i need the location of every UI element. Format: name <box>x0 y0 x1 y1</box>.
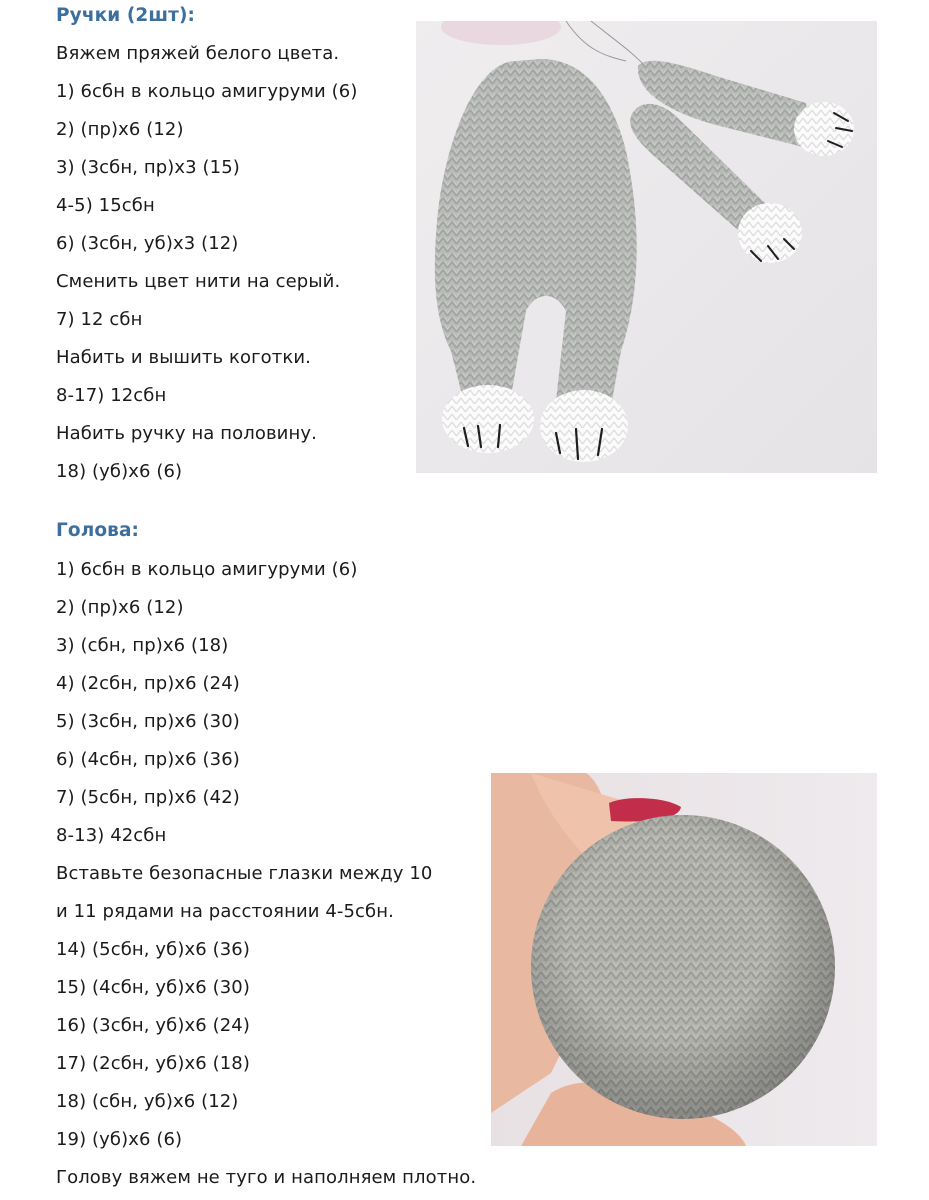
pattern-line: 18) (уб)х6 (6) <box>56 461 183 482</box>
pattern-line: 17) (2сбн, уб)х6 (18) <box>56 1053 250 1074</box>
pattern-line: 15) (4сбн, уб)х6 (30) <box>56 977 250 998</box>
pattern-line: Набить ручку на половину. <box>56 423 317 444</box>
pattern-line: 4) (2сбн, пр)х6 (24) <box>56 673 240 694</box>
pattern-line: 16) (3сбн, уб)х6 (24) <box>56 1015 250 1036</box>
pattern-line: 1) 6сбн в кольцо амигуруми (6) <box>56 81 358 102</box>
pattern-line: 8-13) 42сбн <box>56 825 167 846</box>
pattern-line: 7) 12 сбн <box>56 309 143 330</box>
pattern-line: 3) (3сбн, пр)х3 (15) <box>56 157 240 178</box>
pattern-line: 18) (сбн, уб)х6 (12) <box>56 1091 239 1112</box>
pattern-line: 3) (сбн, пр)х6 (18) <box>56 635 229 656</box>
pattern-line: Вяжем пряжей белого цвета. <box>56 43 340 64</box>
pattern-line: 14) (5сбн, уб)х6 (36) <box>56 939 250 960</box>
pattern-line: Сменить цвет нити на серый. <box>56 271 341 292</box>
pattern-line: 6) (4сбн, пр)х6 (36) <box>56 749 240 770</box>
pattern-line: 2) (пр)х6 (12) <box>56 597 184 618</box>
section-heading-hands: Ручки (2шт): <box>56 5 196 26</box>
pattern-line: 7) (5сбн, пр)х6 (42) <box>56 787 240 808</box>
pattern-line: Набить и вышить коготки. <box>56 347 311 368</box>
pattern-line: 1) 6сбн в кольцо амигуруми (6) <box>56 559 358 580</box>
pattern-line: 2) (пр)х6 (12) <box>56 119 184 140</box>
crochet-head-ball-photo <box>491 773 877 1146</box>
pattern-line: 6) (3сбн, уб)х3 (12) <box>56 233 239 254</box>
section-heading-head: Голова: <box>56 520 140 541</box>
crochet-body-and-arms-photo <box>416 21 877 473</box>
pattern-line: 8-17) 12сбн <box>56 385 167 406</box>
pattern-line: и 11 рядами на расстоянии 4-5сбн. <box>56 901 394 922</box>
pattern-line: 19) (уб)х6 (6) <box>56 1129 183 1150</box>
pattern-line: Голову вяжем не туго и наполняем плотно. <box>56 1167 477 1188</box>
pattern-line: 5) (3сбн, пр)х6 (30) <box>56 711 240 732</box>
pattern-line: 4-5) 15сбн <box>56 195 155 216</box>
pattern-line: Вставьте безопасные глазки между 10 <box>56 863 433 884</box>
